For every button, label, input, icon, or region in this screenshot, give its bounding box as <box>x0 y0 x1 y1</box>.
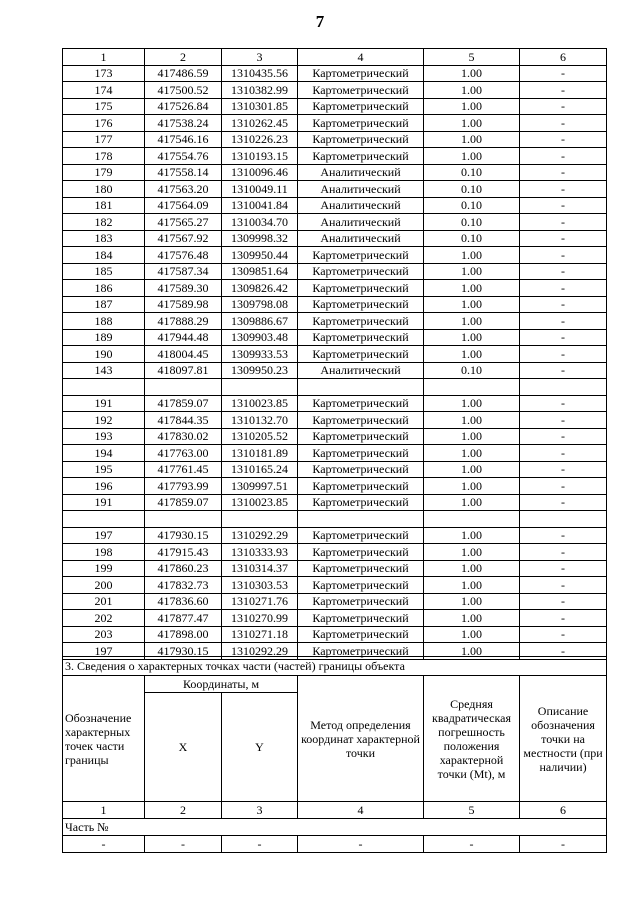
point-number-cell: 200 <box>63 577 145 594</box>
column-number: 3 <box>222 802 298 819</box>
column-numbers-row <box>63 49 607 66</box>
table-cell: - <box>63 836 145 853</box>
method-cell: Картометрический <box>298 560 424 577</box>
y-coordinate-cell: 1310314.37 <box>222 560 298 577</box>
method-cell: Картометрический <box>298 544 424 561</box>
method-cell: Аналитический <box>298 181 424 198</box>
column-number: 4 <box>298 802 424 819</box>
x-coordinate-cell: 417793.99 <box>145 478 222 495</box>
x-coordinate-cell: 417888.29 <box>145 313 222 330</box>
x-coordinate-cell: 417836.60 <box>145 593 222 610</box>
point-number-cell: 173 <box>63 65 145 82</box>
y-coordinate-cell: 1310303.53 <box>222 577 298 594</box>
method-cell: Картометрический <box>298 280 424 297</box>
point-number-cell: 199 <box>63 560 145 577</box>
description-cell: - <box>520 577 607 594</box>
method-cell: Картометрический <box>298 643 424 660</box>
description-cell: - <box>520 494 607 511</box>
x-coordinate-cell: 417589.98 <box>145 296 222 313</box>
method-cell: Картометрический <box>298 82 424 99</box>
x-coordinate-cell: 417538.24 <box>145 115 222 132</box>
y-coordinate-cell: 1310023.85 <box>222 494 298 511</box>
accuracy-cell: 0.10 <box>424 164 520 181</box>
point-number-cell: 180 <box>63 181 145 198</box>
method-cell: Картометрический <box>298 329 424 346</box>
method-cell: Картометрический <box>298 445 424 462</box>
points-table-body <box>63 49 607 660</box>
point-number-cell: 196 <box>63 478 145 495</box>
method-cell: Картометрический <box>298 412 424 429</box>
y-coordinate-cell: 1310271.18 <box>222 626 298 643</box>
accuracy-cell: 1.00 <box>424 280 520 297</box>
table-row <box>63 230 607 247</box>
y-coordinate-cell: 1309998.32 <box>222 230 298 247</box>
table-row <box>63 412 607 429</box>
accuracy-cell <box>424 511 520 528</box>
y-coordinate-cell: 1309997.51 <box>222 478 298 495</box>
method-cell: Картометрический <box>298 115 424 132</box>
accuracy-cell: 1.00 <box>424 131 520 148</box>
point-number-cell: 193 <box>63 428 145 445</box>
accuracy-cell: 0.10 <box>424 181 520 198</box>
designation-header: Обозначение характерных точек части границы <box>63 676 145 802</box>
x-coordinate-cell: 417859.07 <box>145 494 222 511</box>
point-number-cell: 1 <box>63 49 145 66</box>
method-cell <box>298 511 424 528</box>
accuracy-cell: 1.00 <box>424 412 520 429</box>
point-number-cell: 186 <box>63 280 145 297</box>
description-cell: - <box>520 214 607 231</box>
accuracy-cell: 1.00 <box>424 329 520 346</box>
table-row <box>63 577 607 594</box>
table-row <box>63 544 607 561</box>
method-cell: Аналитический <box>298 197 424 214</box>
x-coordinate-cell: 417564.09 <box>145 197 222 214</box>
description-cell: - <box>520 428 607 445</box>
table-row <box>63 263 607 280</box>
table-row <box>63 313 607 330</box>
point-number-cell: 177 <box>63 131 145 148</box>
table-row <box>63 98 607 115</box>
points-table <box>62 48 607 660</box>
method-cell: Картометрический <box>298 494 424 511</box>
accuracy-cell: 1.00 <box>424 593 520 610</box>
method-cell: Картометрический <box>298 527 424 544</box>
accuracy-cell: 1.00 <box>424 148 520 165</box>
accuracy-cell: 1.00 <box>424 643 520 660</box>
accuracy-cell: 1.00 <box>424 428 520 445</box>
description-cell: - <box>520 181 607 198</box>
x-coordinate-cell: 417832.73 <box>145 577 222 594</box>
x-header: X <box>145 693 222 802</box>
y-coordinate-cell: 1309950.23 <box>222 362 298 379</box>
description-cell: - <box>520 230 607 247</box>
method-cell <box>298 379 424 396</box>
description-cell: - <box>520 164 607 181</box>
x-coordinate-cell: 417761.45 <box>145 461 222 478</box>
method-header: Метод определения координат характерной точки <box>298 676 424 802</box>
part-label: Часть № <box>63 819 607 836</box>
table-row <box>63 214 607 231</box>
y-coordinate-cell: 1309798.08 <box>222 296 298 313</box>
y-coordinate-cell: 1310096.46 <box>222 164 298 181</box>
accuracy-cell: 5 <box>424 49 520 66</box>
description-cell: - <box>520 197 607 214</box>
x-coordinate-cell: 417558.14 <box>145 164 222 181</box>
accuracy-cell: 1.00 <box>424 445 520 462</box>
table-row <box>63 280 607 297</box>
accuracy-cell: 1.00 <box>424 527 520 544</box>
table-row <box>63 82 607 99</box>
x-coordinate-cell: 417944.48 <box>145 329 222 346</box>
point-number-cell: 198 <box>63 544 145 561</box>
method-cell: Аналитический <box>298 214 424 231</box>
y-coordinate-cell: 1310333.93 <box>222 544 298 561</box>
accuracy-cell: 0.10 <box>424 214 520 231</box>
y-coordinate-cell: 1310041.84 <box>222 197 298 214</box>
accuracy-cell: 1.00 <box>424 115 520 132</box>
method-cell: Картометрический <box>298 428 424 445</box>
method-cell: Картометрический <box>298 263 424 280</box>
description-cell: - <box>520 115 607 132</box>
description-cell: - <box>520 643 607 660</box>
point-number-cell: 192 <box>63 412 145 429</box>
method-cell: 4 <box>298 49 424 66</box>
description-cell: - <box>520 280 607 297</box>
x-coordinate-cell: 417763.00 <box>145 445 222 462</box>
accuracy-cell: 1.00 <box>424 98 520 115</box>
description-cell <box>520 379 607 396</box>
point-number-cell: 174 <box>63 82 145 99</box>
x-coordinate-cell: 417859.07 <box>145 395 222 412</box>
accuracy-cell: 1.00 <box>424 560 520 577</box>
description-cell: - <box>520 395 607 412</box>
point-number-cell: 175 <box>63 98 145 115</box>
description-cell: - <box>520 65 607 82</box>
description-cell: - <box>520 329 607 346</box>
y-coordinate-cell: 1309933.53 <box>222 346 298 363</box>
x-coordinate-cell: 417526.84 <box>145 98 222 115</box>
table-row <box>63 164 607 181</box>
y-coordinate-cell: 1310270.99 <box>222 610 298 627</box>
point-number-cell: 176 <box>63 115 145 132</box>
accuracy-cell: 1.00 <box>424 247 520 264</box>
y-coordinate-cell <box>222 511 298 528</box>
accuracy-cell: 1.00 <box>424 263 520 280</box>
accuracy-cell: 1.00 <box>424 577 520 594</box>
table-row <box>63 362 607 379</box>
method-cell: Картометрический <box>298 313 424 330</box>
point-number-cell: 187 <box>63 296 145 313</box>
table-cell: - <box>222 836 298 853</box>
description-cell: - <box>520 445 607 462</box>
point-number-cell: 195 <box>63 461 145 478</box>
accuracy-cell: 1.00 <box>424 610 520 627</box>
method-cell: Аналитический <box>298 362 424 379</box>
x-coordinate-cell: 417565.27 <box>145 214 222 231</box>
description-cell: - <box>520 527 607 544</box>
table-row <box>63 593 607 610</box>
table-row <box>63 131 607 148</box>
y-coordinate-cell: 1310049.11 <box>222 181 298 198</box>
description-cell: - <box>520 478 607 495</box>
table-row <box>63 247 607 264</box>
y-coordinate-cell: 1310382.99 <box>222 82 298 99</box>
x-coordinate-cell: 2 <box>145 49 222 66</box>
y-coordinate-cell: 1310165.24 <box>222 461 298 478</box>
y-coordinate-cell: 1309826.42 <box>222 280 298 297</box>
method-cell: Аналитический <box>298 230 424 247</box>
description-cell: - <box>520 412 607 429</box>
method-cell: Картометрический <box>298 131 424 148</box>
description-cell: - <box>520 461 607 478</box>
point-number-cell: 197 <box>63 527 145 544</box>
y-coordinate-cell: 1310181.89 <box>222 445 298 462</box>
method-cell: Картометрический <box>298 65 424 82</box>
point-number-cell: 179 <box>63 164 145 181</box>
x-coordinate-cell: 417567.92 <box>145 230 222 247</box>
point-number-cell: 201 <box>63 593 145 610</box>
accuracy-cell <box>424 379 520 396</box>
point-number-cell: 184 <box>63 247 145 264</box>
method-cell: Картометрический <box>298 593 424 610</box>
x-coordinate-cell: 417877.47 <box>145 610 222 627</box>
x-coordinate-cell: 417930.15 <box>145 527 222 544</box>
method-cell: Картометрический <box>298 577 424 594</box>
method-cell: Картометрический <box>298 346 424 363</box>
section-3-title: 3. Сведения о характерных точках части (частей) границы объекта <box>63 657 607 676</box>
x-coordinate-cell: 418004.45 <box>145 346 222 363</box>
table-row <box>63 560 607 577</box>
x-coordinate-cell: 417860.23 <box>145 560 222 577</box>
x-coordinate-cell: 417844.35 <box>145 412 222 429</box>
x-coordinate-cell: 417830.02 <box>145 428 222 445</box>
x-coordinate-cell: 417576.48 <box>145 247 222 264</box>
point-number-cell <box>63 379 145 396</box>
table-row <box>63 395 607 412</box>
description-cell: - <box>520 346 607 363</box>
table-row <box>63 428 607 445</box>
description-cell: - <box>520 296 607 313</box>
table-row <box>63 610 607 627</box>
column-number: 5 <box>424 802 520 819</box>
table-row <box>63 148 607 165</box>
x-coordinate-cell: 417915.43 <box>145 544 222 561</box>
point-number-cell: 194 <box>63 445 145 462</box>
accuracy-cell: 1.00 <box>424 296 520 313</box>
x-coordinate-cell: 417554.76 <box>145 148 222 165</box>
table-row <box>63 197 607 214</box>
column-number: 1 <box>63 802 145 819</box>
y-coordinate-cell: 1310226.23 <box>222 131 298 148</box>
part-points-table <box>62 656 607 853</box>
page-number: 7 <box>315 12 325 31</box>
description-cell: - <box>520 313 607 330</box>
table-cell: - <box>520 836 607 853</box>
x-coordinate-cell: 417930.15 <box>145 643 222 660</box>
x-coordinate-cell: 417563.20 <box>145 181 222 198</box>
point-number-cell: 189 <box>63 329 145 346</box>
accuracy-cell: 1.00 <box>424 313 520 330</box>
table-row <box>63 527 607 544</box>
x-coordinate-cell: 417587.34 <box>145 263 222 280</box>
y-coordinate-cell: 1310271.76 <box>222 593 298 610</box>
y-header: Y <box>222 693 298 802</box>
accuracy-cell: 1.00 <box>424 82 520 99</box>
table-row <box>63 461 607 478</box>
accuracy-cell: 1.00 <box>424 65 520 82</box>
method-cell: Картометрический <box>298 395 424 412</box>
point-number-cell: 183 <box>63 230 145 247</box>
table-row <box>63 379 607 396</box>
description-cell: - <box>520 626 607 643</box>
description-cell: - <box>520 362 607 379</box>
x-coordinate-cell: 417500.52 <box>145 82 222 99</box>
point-number-cell: 191 <box>63 395 145 412</box>
description-cell: - <box>520 131 607 148</box>
column-numbers-row <box>63 802 607 819</box>
point-number-cell <box>63 511 145 528</box>
description-cell <box>520 511 607 528</box>
method-cell: Картометрический <box>298 626 424 643</box>
point-number-cell: 191 <box>63 494 145 511</box>
method-cell: Картометрический <box>298 478 424 495</box>
table-cell: - <box>145 836 222 853</box>
x-coordinate-cell <box>145 379 222 396</box>
method-cell: Картометрический <box>298 296 424 313</box>
point-number-cell: 202 <box>63 610 145 627</box>
method-cell: Картометрический <box>298 148 424 165</box>
accuracy-cell: 1.00 <box>424 494 520 511</box>
y-coordinate-cell: 1310205.52 <box>222 428 298 445</box>
y-coordinate-cell: 1310292.29 <box>222 527 298 544</box>
y-coordinate-cell: 1310023.85 <box>222 395 298 412</box>
x-coordinate-cell: 417898.00 <box>145 626 222 643</box>
method-cell: Картометрический <box>298 247 424 264</box>
y-coordinate-cell: 1309886.67 <box>222 313 298 330</box>
empty-part-row <box>63 836 607 853</box>
method-cell: Картометрический <box>298 610 424 627</box>
description-cell: - <box>520 544 607 561</box>
y-coordinate-cell: 3 <box>222 49 298 66</box>
column-number: 2 <box>145 802 222 819</box>
y-coordinate-cell: 1310034.70 <box>222 214 298 231</box>
y-coordinate-cell: 1310132.70 <box>222 412 298 429</box>
description-cell: - <box>520 148 607 165</box>
table-row <box>63 626 607 643</box>
x-coordinate-cell: 417546.16 <box>145 131 222 148</box>
description-cell: - <box>520 82 607 99</box>
method-cell: Аналитический <box>298 164 424 181</box>
y-coordinate-cell: 1309903.48 <box>222 329 298 346</box>
table-row <box>63 296 607 313</box>
method-cell: Картометрический <box>298 461 424 478</box>
column-number: 6 <box>520 802 607 819</box>
y-coordinate-cell: 1309851.64 <box>222 263 298 280</box>
table-row <box>63 445 607 462</box>
table-cell: - <box>424 836 520 853</box>
description-cell: - <box>520 247 607 264</box>
x-coordinate-cell: 418097.81 <box>145 362 222 379</box>
y-coordinate-cell: 1310435.56 <box>222 65 298 82</box>
description-cell: - <box>520 560 607 577</box>
point-number-cell: 203 <box>63 626 145 643</box>
coordinates-header: Координаты, м <box>145 676 298 693</box>
x-coordinate-cell: 417589.30 <box>145 280 222 297</box>
accuracy-cell: 0.10 <box>424 362 520 379</box>
table-row <box>63 329 607 346</box>
y-coordinate-cell <box>222 379 298 396</box>
description-cell: - <box>520 98 607 115</box>
description-cell: 6 <box>520 49 607 66</box>
y-coordinate-cell: 1310262.45 <box>222 115 298 132</box>
y-coordinate-cell: 1309950.44 <box>222 247 298 264</box>
accuracy-cell: 1.00 <box>424 461 520 478</box>
accuracy-cell: 1.00 <box>424 395 520 412</box>
table-row <box>63 65 607 82</box>
point-number-cell: 182 <box>63 214 145 231</box>
table-row <box>63 115 607 132</box>
method-cell: Картометрический <box>298 98 424 115</box>
accuracy-header: Средняя квадратическая погрешность положения характерной точки (Mt), м <box>424 676 520 802</box>
point-number-cell: 190 <box>63 346 145 363</box>
x-coordinate-cell: 417486.59 <box>145 65 222 82</box>
x-coordinate-cell <box>145 511 222 528</box>
accuracy-cell: 1.00 <box>424 478 520 495</box>
accuracy-cell: 1.00 <box>424 544 520 561</box>
y-coordinate-cell: 1310301.85 <box>222 98 298 115</box>
y-coordinate-cell: 1310193.15 <box>222 148 298 165</box>
description-cell: - <box>520 593 607 610</box>
point-number-cell: 143 <box>63 362 145 379</box>
description-cell: - <box>520 263 607 280</box>
accuracy-cell: 0.10 <box>424 230 520 247</box>
table-row <box>63 511 607 528</box>
point-number-cell: 181 <box>63 197 145 214</box>
point-number-cell: 185 <box>63 263 145 280</box>
point-number-cell: 188 <box>63 313 145 330</box>
table-row <box>63 346 607 363</box>
point-number-cell: 178 <box>63 148 145 165</box>
table-row <box>63 478 607 495</box>
accuracy-cell: 0.10 <box>424 197 520 214</box>
description-cell: - <box>520 610 607 627</box>
accuracy-cell: 1.00 <box>424 626 520 643</box>
table-cell: - <box>298 836 424 853</box>
y-coordinate-cell: 1310292.29 <box>222 643 298 660</box>
accuracy-cell: 1.00 <box>424 346 520 363</box>
description-header: Описание обозначения точки на местности (при наличии) <box>520 676 607 802</box>
table-row <box>63 494 607 511</box>
point-number-cell: 197 <box>63 643 145 660</box>
table-row <box>63 181 607 198</box>
